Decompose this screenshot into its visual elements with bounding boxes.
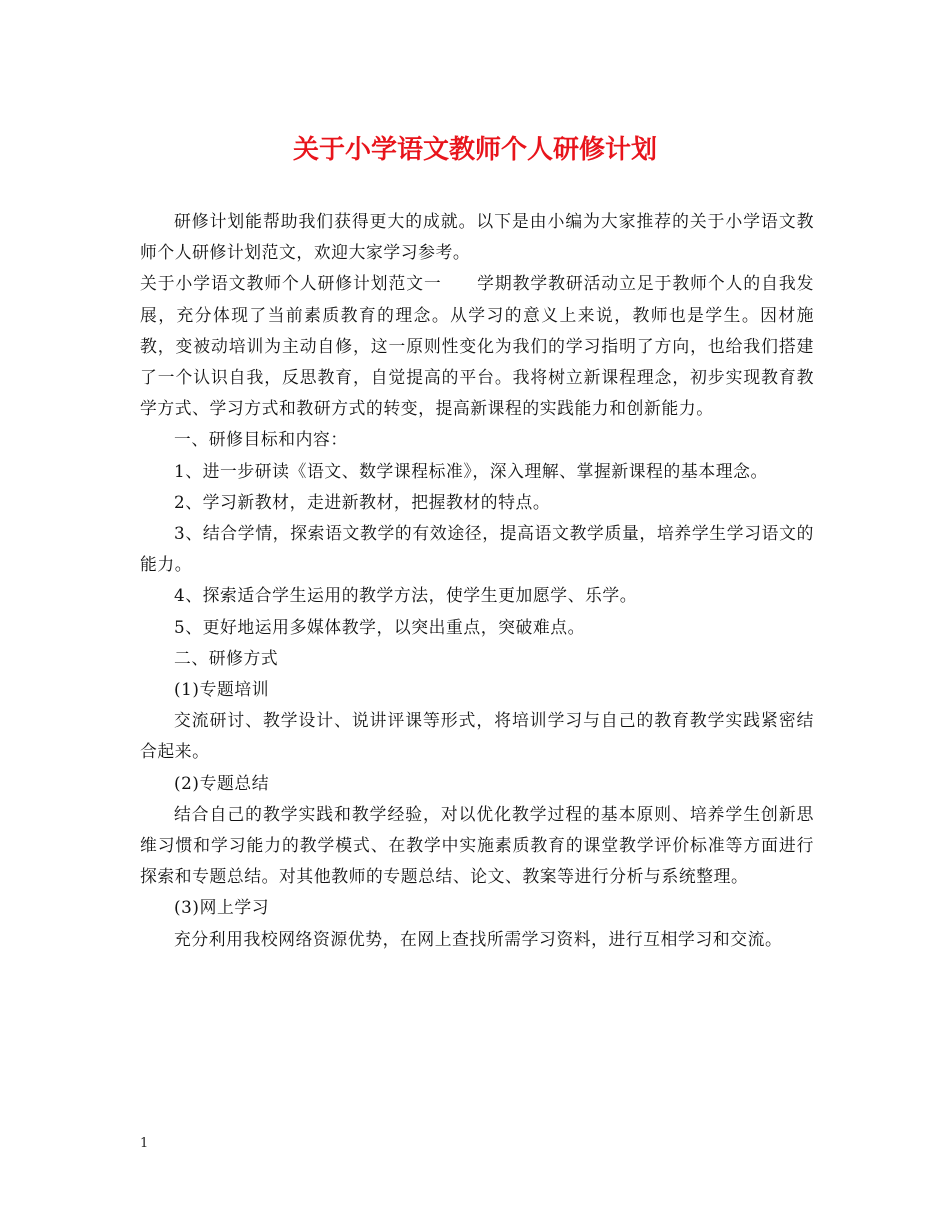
section-heading-goals: 一、研修目标和内容：: [174, 429, 348, 450]
document-title: 关于小学语文教师个人研修计划: [292, 135, 657, 165]
list-item-goal-4: 4、探索适合学生运用的教学方法，使学生更加愿学、乐学。: [174, 585, 638, 606]
list-item-goal-2: 2、学习新教材，走进新教材，把握教材的特点。: [174, 491, 551, 512]
paragraph-training: 交流研讨、教学设计、说讲评课等形式，将培训学习与自己的教育教学实践紧密结合起来。: [140, 710, 814, 762]
paragraph-summary: 结合自己的教学实践和教学经验，对以优化教学过程的基本原则、培养学生创新思维习惯和学习能力的教学模式、在教学中实施素质教育的课堂教学评价标准等方面进行探索和专题总结。对其他教师的专题总结、论文、教案等进行分析与系统整理。: [140, 803, 814, 887]
list-item-goal-3: 3、结合学情，探索语文教学的有效途径，提高语文教学质量，培养学生学习语文的能力。: [140, 523, 814, 575]
subheading-online-learning: (3)网上学习: [174, 897, 270, 918]
section-heading-methods: 二、研修方式: [174, 647, 279, 668]
list-item-goal-1: 1、进一步研读《语文、数学课程标准》，深入理解、掌握新课程的基本理念。: [174, 460, 768, 481]
page-number: 1: [140, 1136, 149, 1151]
paragraph-online-learning: 充分利用我校网络资源优势，在网上查找所需学习资料，进行互相学习和交流。: [174, 928, 783, 949]
paragraph-sample-one: 关于小学语文教师个人研修计划范文一 学期教学教研活动立足于教师个人的自我发展，充分体现了当前素质教育的理念。从学习的意义上来说，教师也是学生。因材施教，变被动培训为主动自修，这一原则性变化为我们的学习指明了方向，也给我们搭建了一个认识自我，反思教育，自觉提高的平台。我将树立新课程理念，初步实现教育教学方式、学习方式和教研方式的转变，提高新课程的实践能力和创新能力。: [140, 273, 814, 419]
subheading-training: (1)专题培训: [174, 679, 270, 700]
paragraph-intro: 研修计划能帮助我们获得更大的成就。以下是由小编为大家推荐的关于小学语文教师个人研修计划范文，欢迎大家学习参考。: [140, 211, 814, 263]
document-body: [140, 206, 814, 955]
subheading-summary: (2)专题总结: [174, 772, 270, 793]
list-item-goal-5: 5、更好地运用多媒体教学，以突出重点，突破难点。: [174, 616, 586, 637]
